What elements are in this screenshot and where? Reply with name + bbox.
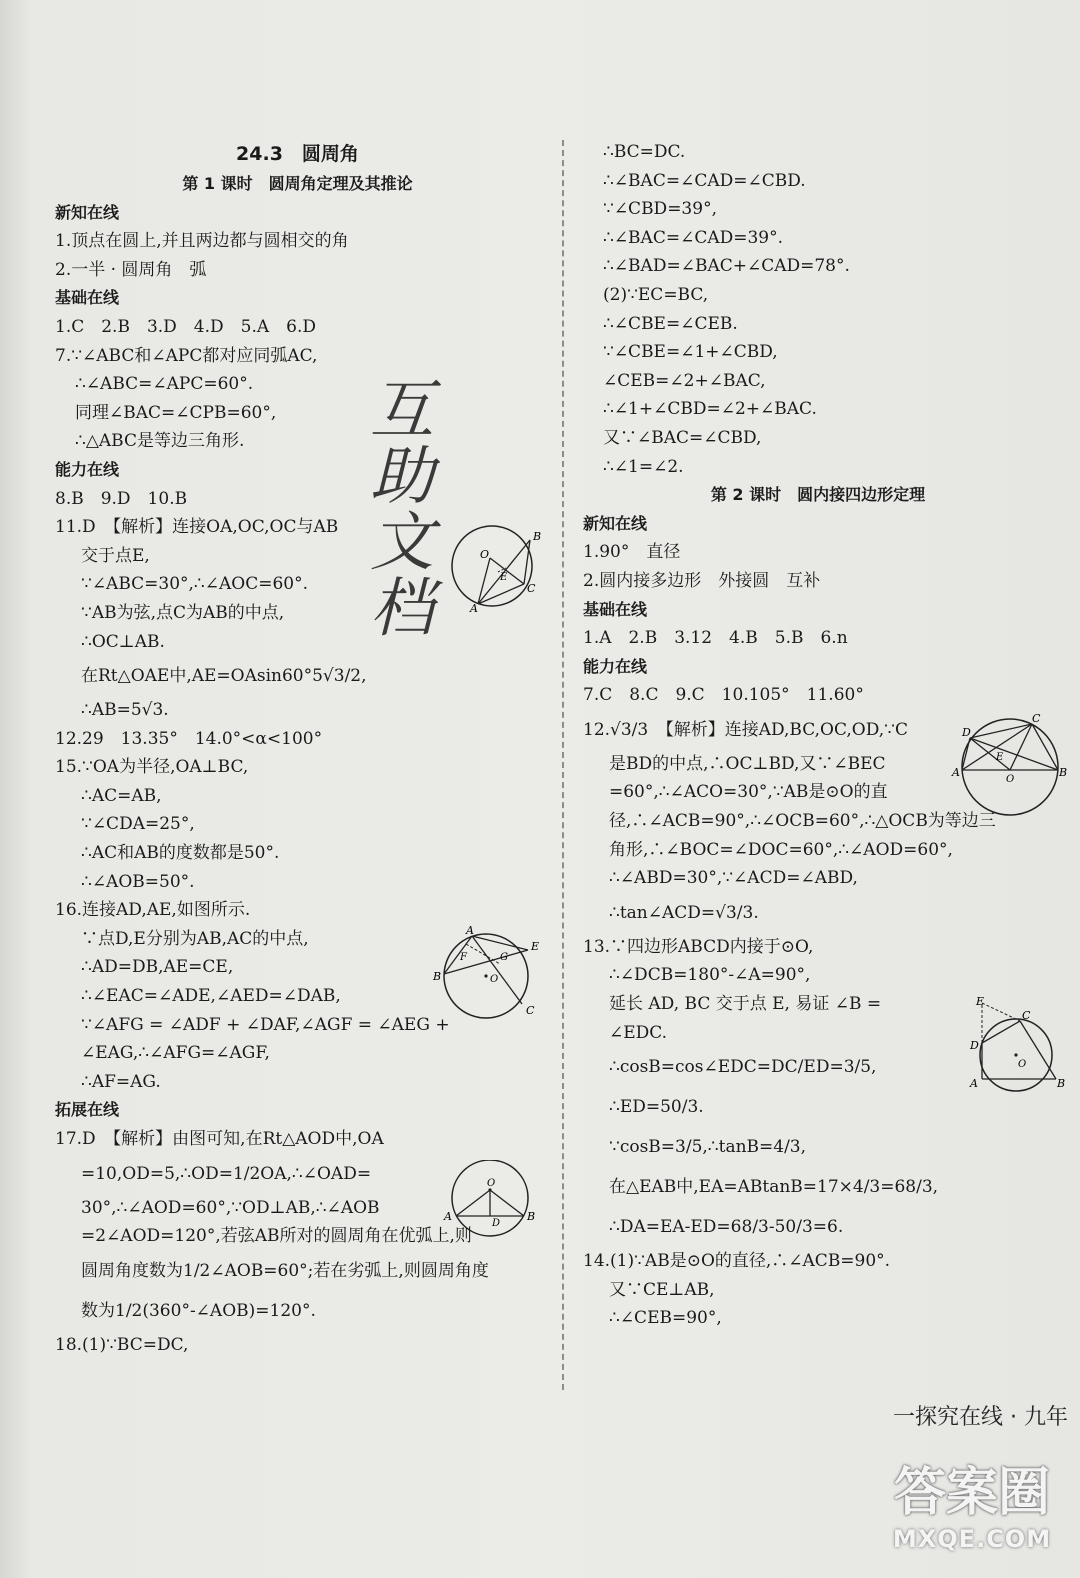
fig-label: A xyxy=(470,602,478,614)
text-line: ∵∠CBE=∠1+∠CBD, xyxy=(603,342,778,363)
text-line: 是BD的中点,∴OC⊥BD,又∵∠BEC xyxy=(609,753,886,774)
fig-label: E xyxy=(976,995,985,1008)
watermark-logo: 答案圈 xyxy=(893,1463,1050,1523)
text-line: 8.B 9.D 10.B xyxy=(55,488,188,509)
text-line: 又∵∠BAC=∠CBD, xyxy=(603,427,762,448)
fig-label: A xyxy=(444,1210,452,1223)
section-heading: 基础在线 xyxy=(55,288,120,308)
text-line: ∴∠ABD=30°,∵∠ACD=∠ABD, xyxy=(609,868,858,889)
text-line: ∠CEB=∠2+∠BAC, xyxy=(603,370,766,391)
lesson-title: 第 2 课时 圆内接四边形定理 xyxy=(710,485,926,505)
text-line: 12.√3/3 【解析】连接AD,BC,OC,OD,∵C xyxy=(583,719,908,740)
fig-label: O xyxy=(1018,1059,1027,1070)
text-line: ∴AF=AG. xyxy=(81,1071,161,1092)
text-line: 7.∵∠ABC和∠APC都对应同弧AC, xyxy=(55,345,318,366)
fig-label: B xyxy=(433,970,442,983)
text-line: =60°,∴∠ACO=30°,∵AB是⊙O的直 xyxy=(609,782,888,803)
text-line: 1.A 2.B 3.12 4.B 5.B 6.n xyxy=(583,628,848,649)
text-line: ∵∠AFG = ∠ADF + ∠DAF,∠AGF = ∠AEG + xyxy=(81,1014,450,1035)
text-line: ∴∠BAC=∠CAD=∠CBD. xyxy=(603,170,806,191)
fig-label: B xyxy=(1057,1077,1066,1090)
text-line: 1.C 2.B 3.D 4.D 5.A 6.D xyxy=(55,316,316,337)
handwriting-char: 互 xyxy=(370,374,434,448)
watermark xyxy=(872,1450,1072,1553)
handwriting-char: 档 xyxy=(370,572,434,646)
text-line: ∴∠1=∠2. xyxy=(603,456,684,477)
text-line: ∴cosB=cos∠EDC=DC/ED=3/5, xyxy=(609,1057,877,1078)
section-heading: 新知在线 xyxy=(583,513,648,533)
page-footer: 一探究在线 · 九年 xyxy=(893,1405,1068,1430)
text-line: 圆周角度数为1/2∠AOB=60°;若在劣弧上,则圆周角度 xyxy=(81,1260,489,1281)
fig-label: C xyxy=(1032,712,1041,725)
figure-q17 xyxy=(440,1160,540,1240)
fig-label: F xyxy=(460,952,467,963)
lesson-title: 第 1 课时 圆周角定理及其推论 xyxy=(182,174,413,193)
text-line: ∵∠CDA=25°, xyxy=(81,814,195,835)
text-line: 13.∵四边形ABCD内接于⊙O, xyxy=(583,936,814,957)
text-line: ∵∠CBD=39°, xyxy=(603,199,717,220)
fig-label: B xyxy=(533,530,542,543)
text-line: 2.圆内接多边形 外接圆 互补 xyxy=(583,570,821,591)
figure-q13 xyxy=(960,995,1068,1095)
text-line: ∴tan∠ACD=√3/3. xyxy=(609,902,759,923)
text-line: 角形,∴∠BOC=∠DOC=60°,∴∠AOD=60°, xyxy=(609,839,953,860)
fig-label: B xyxy=(527,1210,536,1223)
fig-label: A xyxy=(952,766,960,779)
text-line: ∴∠DCB=180°-∠A=90°, xyxy=(609,965,811,986)
text-line: ∴AC和AB的度数都是50°. xyxy=(81,843,280,864)
lesson-title: 24.3 圆周角 xyxy=(236,143,359,165)
text-line: ∴∠EAC=∠ADE,∠AED=∠DAB, xyxy=(81,986,341,1007)
fig-label: C xyxy=(1022,1009,1031,1022)
text-line: 12.29 13.35° 14.0°<α<100° xyxy=(55,728,323,749)
text-line: ∵cosB=3/5,∴tanB=4/3, xyxy=(609,1137,807,1158)
text-line: 17.D 【解析】由图可知,在Rt△AOD中,OA xyxy=(55,1129,384,1149)
text-line: 2.一半 · 圆周角 弧 xyxy=(55,259,207,280)
handwriting-char: 助 xyxy=(370,440,434,514)
text-line: ∴△ABC是等边三角形. xyxy=(75,431,245,452)
fig-label: E xyxy=(996,752,1004,763)
fig-label: B xyxy=(1059,766,1068,779)
fig-label: O xyxy=(490,974,499,985)
text-line: 1.90° 直径 xyxy=(583,542,681,563)
text-line: ∵点D,E分别为AB,AC的中点, xyxy=(81,928,309,949)
fig-label: A xyxy=(970,1077,978,1090)
text-line: ∴ED=50/3. xyxy=(609,1097,704,1118)
figure-q11 xyxy=(440,518,550,614)
text-line: ∵∠ABC=30°,∴∠AOC=60°. xyxy=(81,574,308,595)
handwriting-char: 文 xyxy=(370,506,434,580)
text-line: 在△EAB中,EA=ABtanB=17×4/3=68/3, xyxy=(609,1177,939,1198)
text-line: 15.∵OA为半径,OA⊥BC, xyxy=(55,757,249,778)
text-line: 18.(1)∵BC=DC, xyxy=(55,1334,189,1355)
section-heading: 基础在线 xyxy=(583,599,648,619)
fig-label: D xyxy=(962,726,971,739)
text-line: (2)∵EC=BC, xyxy=(603,284,709,305)
fig-label: C xyxy=(527,582,536,595)
fig-label: A xyxy=(466,924,474,937)
text-line: ∴AD=DB,AE=CE, xyxy=(81,957,234,978)
text-line: 又∵CE⊥AB, xyxy=(609,1279,715,1300)
text-line: 7.C 8.C 9.C 10.105° 11.60° xyxy=(583,685,864,706)
text-line: 延长 AD, BC 交于点 E, 易证 ∠B = xyxy=(609,994,882,1015)
section-heading: 新知在线 xyxy=(55,202,120,222)
text-line: ∴∠ABC=∠APC=60°. xyxy=(75,374,254,395)
text-line: ∴∠1+∠CBD=∠2+∠BAC. xyxy=(603,399,817,420)
text-line: ∴∠BAD=∠BAC+∠CAD=78°. xyxy=(603,256,850,277)
text-line: ∴AC=AB, xyxy=(81,785,162,806)
text-line: ∴BC=DC. xyxy=(603,142,686,162)
section-heading: 能力在线 xyxy=(583,656,648,676)
column-divider xyxy=(562,140,564,1390)
text-line: 在Rt△OAE中,AE=OAsin60°5√3/2, xyxy=(81,666,367,687)
text-line: 交于点E, xyxy=(81,545,150,566)
section-heading: 能力在线 xyxy=(55,459,120,479)
section-heading: 拓展在线 xyxy=(55,1100,120,1120)
fig-label: E xyxy=(500,572,508,583)
text-line: ∴∠AOB=50°. xyxy=(81,871,195,892)
text-line: 同理∠BAC=∠CPB=60°, xyxy=(75,402,277,423)
text-line: ∠EAG,∴∠AFG=∠AGF, xyxy=(81,1043,270,1064)
text-line: 16.连接AD,AE,如图所示. xyxy=(55,900,251,921)
fig-label: O xyxy=(480,548,490,561)
text-line: =10,OD=5,∴OD=1/2OA,∴∠OAD= xyxy=(81,1163,372,1184)
fig-label: G xyxy=(500,952,508,963)
text-line: ∴DA=EA-ED=68/3-50/3=6. xyxy=(609,1217,844,1238)
text-line: ∠EDC. xyxy=(609,1022,668,1043)
figure-q12 xyxy=(950,712,1068,818)
fig-label: C xyxy=(526,1004,535,1017)
figure-q16 xyxy=(430,924,542,1024)
fig-label: O xyxy=(1006,774,1015,785)
text-line: ∵AB为弦,点C为AB的中点, xyxy=(81,602,285,623)
fig-label: E xyxy=(531,940,540,953)
text-line: 1.顶点在圆上,并且两边都与圆相交的角 xyxy=(55,231,349,252)
fig-label: D xyxy=(970,1039,979,1052)
text-line: 径,∴∠ACB=90°,∴∠OCB=60°,∴△OCB为等边三 xyxy=(609,811,996,832)
text-line: ∴OC⊥AB. xyxy=(81,631,165,652)
watermark-url: MXQE.COM xyxy=(892,1525,1052,1553)
fig-label: D xyxy=(492,1218,501,1229)
text-line: ∴∠BAC=∠CAD=39°. xyxy=(603,227,784,248)
fig-label: O xyxy=(487,1178,496,1189)
text-line: ∴∠CEB=90°, xyxy=(609,1308,722,1329)
text-line: 11.D 【解析】连接OA,OC,OC与AB xyxy=(55,517,339,538)
text-line: ∴AB=5√3. xyxy=(81,700,169,721)
text-line: ∴∠CBE=∠CEB. xyxy=(603,313,738,334)
text-line: 数为1/2(360°-∠AOB)=120°. xyxy=(81,1300,316,1321)
text-line: 14.(1)∵AB是⊙O的直径,∴∠ACB=90°. xyxy=(583,1251,891,1272)
text-line: =2∠AOD=120°,若弦AB所对的圆周角在优弧上,则 xyxy=(81,1226,472,1247)
text-line: 30°,∴∠AOD=60°,∵OD⊥AB,∴∠AOB xyxy=(81,1197,380,1218)
